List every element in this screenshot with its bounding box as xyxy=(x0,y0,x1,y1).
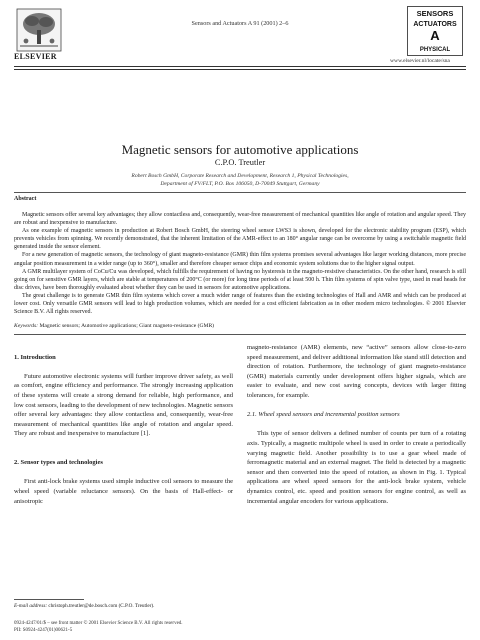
abstract-body xyxy=(14,211,466,316)
header-rule-top xyxy=(14,66,466,67)
journal-logo-line-2: ACTUATORS xyxy=(413,21,457,28)
front-matter-info xyxy=(14,620,183,634)
elsevier-tree-logo xyxy=(16,8,62,52)
left-column xyxy=(14,343,233,506)
publisher-name: ELSEVIER xyxy=(14,52,57,61)
copyright-line: 0924-4247/01/$ – see front matter © 2001 Elsevier Science B.V. All rights reserved. xyxy=(14,621,183,626)
journal-logo-line-3: A xyxy=(430,28,440,43)
affiliation-line-1: Robert Bosch GmbH, Corporate Research and Development, Research 1, Physical Technologies, xyxy=(131,173,349,179)
section-2-heading: 2. Sensor types and technologies xyxy=(14,459,103,467)
subsection-2-1-heading: 2.1. Wheel speed sensors and incremental position sensors xyxy=(247,411,400,419)
journal-logo xyxy=(407,6,463,56)
journal-url[interactable]: www.elsevier.nl/locate/sna xyxy=(390,58,450,64)
footnote-rule xyxy=(14,599,84,600)
journal-logo-graphic xyxy=(407,6,463,56)
keywords-text: Magnetic sensors; Automotive applications; Giant magneto-resistance (GMR) xyxy=(39,323,215,329)
journal-citation: Sensors and Actuators A 91 (2001) 2–6 xyxy=(191,20,289,27)
keywords xyxy=(14,323,466,329)
abstract-rule-top xyxy=(14,192,466,193)
article-title: Magnetic sensors for automotive applications xyxy=(121,142,359,157)
abstract-heading: Abstract xyxy=(14,196,37,202)
footnote xyxy=(14,603,154,609)
right-column xyxy=(247,343,466,506)
section-1-text: Future automotive electronic systems will further improve driver safety, as well as comfort, engine efficiency and performance. The strongly increasing application of these systems will create a strong demand for reliable, high performance, and low cost sensors, leading to the development of new technologies. Magnetic sensors offer several key advantages: they allow contactless and, consequently, wear-free measurement of mechanical quantities like angle of rotation and angular speed. They are robust and inexpensive to manufacture [1]. xyxy=(14,372,233,438)
right-paragraph-2: This type of sensor delivers a defined number of counts per turn of a rotating axis. Typically, a magnetic multipole wheel is used in order to create a periodically varying magnetic field. Another possibility is to use a gear wheel made of ferromagnetic material and an external magnet. The field is detected by a magnetic sensor and then converted into the speed of rotation, as shown in Fig. 1. Typical applications are wheel speed sensors for the anti-lock brake system, vehicle dynamics control, etc. speed and position sensors for engine control, as well as incremental angular encoders for various applications. xyxy=(247,430,466,505)
abstract-paragraph: As one example of magnetic sensors in production at Robert Bosch GmbH, the steering wheel sensor LWS3 is shown, developed for the electronic stability program (ESP), which prevents vehicles from spinning. We recently demonstrated, that the inherent limitation of the AMR-effect to an 180° angular range can be overcome by using a switchable magnetic field generated inside the sensor element. xyxy=(14,228,466,251)
right-paragraph-1: magneto-resistance (AMR) elements, new “active” sensors allow close-to-zero speed measurement, and deliver additional information like stand still detection and direction of rotation. Furthermore, the technology of giant magneto-resistance (GMR) materials currently under development offers higher signals, which are easier to evaluate, and new cost saving concepts, devices with larger fitting tolerances, for example. xyxy=(247,344,466,399)
section-2-text: First anti-lock brake systems used simple inductive coil sensors to measure the wheel speed (variable reluctance sensors). On the basis of Hall-effect- or anisotropic xyxy=(14,478,233,505)
pii-line: PII: S0924-4247(01)00621-5 xyxy=(14,628,73,633)
header-rule-bottom xyxy=(14,69,466,70)
journal-logo-line-1: SENSORS xyxy=(416,9,454,18)
abstract-rule-bottom xyxy=(14,334,466,335)
journal-logo-line-4: PHYSICAL xyxy=(419,47,451,53)
footnote-label: E-mail address: xyxy=(14,603,48,609)
abstract-paragraph: For a new generation of magnetic sensors, the technology of giant magneto-resistance (GMR) thin film systems promises several advantages like larger working distances, more precise angular position measurement in a wider range (up to 360°), smaller and therefore cheaper sensor chips and economic system solutions due to the higher signal output. xyxy=(14,252,466,267)
section-1-heading: 1. Introduction xyxy=(14,353,56,361)
keywords-label: Keywords: xyxy=(14,323,39,329)
abstract-paragraph: The great challenge is to generate GMR thin film systems which cover a much wider range of features than the existing technologies of Hall and AMR and which can be produced at lower cost. Only versatile GMR sensors will lead to high production volumes, which are needed for a cost efficient fabrication as in other modern micro technologies. © 2001 Elsevier Science B.V. All rights reserved. xyxy=(14,292,466,316)
affiliation-line-2: Department of FV/FLT, P.O. Box 106050, D-70049 Stuttgart, Germany xyxy=(160,181,320,187)
abstract-paragraph: A GMR multilayer system of CoCu/Cu was developed, which fulfills the requirement of having no hysteresis in the magneto-resistive characteristics. On the other hand, research is still going on for sensitive GMR layers, which are stable at temperatures of 200°C (or more) for long time periods of at least 500 h. Thin film systems of spin valve type, used in read heads for disc drives, have been thoroughly evaluated about whether they can be used in sensors for automotive applications. xyxy=(14,268,466,291)
footnote-email[interactable]: christoph.treutler@de.bosch.com (C.P.O. Treutler). xyxy=(48,603,155,609)
article-author: C.P.O. Treutler xyxy=(214,158,266,167)
abstract-paragraph: Magnetic sensors offer several key advantages; they allow contactless and, consequently, wear-free measurement of mechanical quantities like angle of rotation and angular speed. They are robust and inexpensive to manufacture. xyxy=(14,212,466,227)
